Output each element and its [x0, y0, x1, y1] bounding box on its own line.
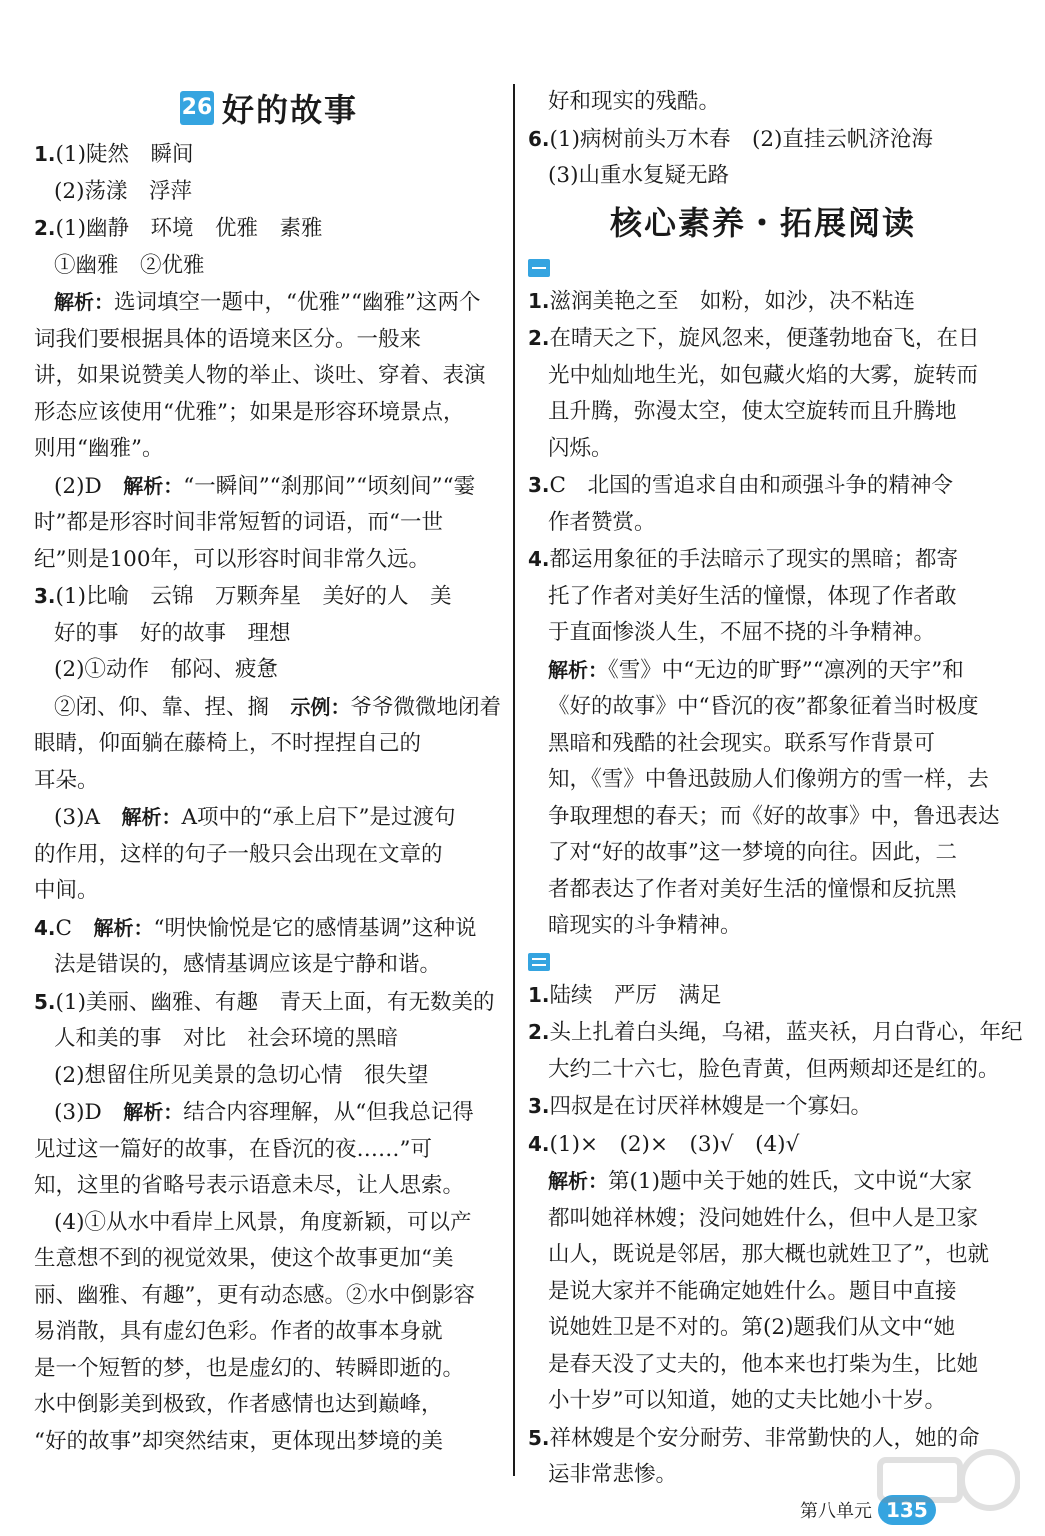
- answer-line: [34, 136, 504, 174]
- answer-text: ②闭、仰、靠、捏、搁: [54, 694, 291, 720]
- answer-line: [34, 542, 504, 579]
- answer-line: [528, 689, 998, 726]
- answer-number: 4.: [528, 1131, 550, 1156]
- answer-line: [528, 358, 998, 395]
- answer-text: A项中的“承上启下”是过渡句: [181, 805, 456, 830]
- unit-label: 第八单元: [800, 1501, 872, 1522]
- answer-text: 了对“好的故事”这一梦境的向往。因此，二: [548, 840, 957, 865]
- analysis-label: 解析：: [548, 657, 608, 682]
- answer-line: [528, 431, 998, 468]
- answer-text: 是一个短暂的梦，也是虚幻的、转瞬即逝的。: [34, 1355, 465, 1381]
- answer-number: 4.: [528, 547, 550, 571]
- answer-text: 者都表达了作者对美好生活的憧憬和反抗黑: [548, 876, 957, 902]
- part-two-lines: [528, 977, 1023, 1494]
- answer-text: (1)美丽、幽雅、有趣 青天上面，有无数美的: [55, 989, 495, 1015]
- right-column: [528, 84, 1023, 1494]
- answer-line: [34, 837, 504, 874]
- answer-text: 好的事 好的故事 理想: [54, 620, 291, 646]
- answer-line: [528, 1201, 998, 1238]
- answer-line: [528, 1126, 998, 1164]
- answer-line: [34, 322, 504, 359]
- answer-text: ①幽雅 ②优雅: [54, 252, 205, 278]
- answer-text: 作者赞赏。: [548, 509, 656, 535]
- answer-line: [528, 394, 998, 431]
- answer-line: [528, 283, 998, 321]
- answer-line: [528, 1310, 998, 1347]
- answer-text: 光中灿灿地生光，如包藏火焰的大雾，旋转而: [548, 362, 979, 388]
- answer-text: 《好的故事》中“昏沉的夜”都象征着当时极度: [548, 694, 979, 719]
- answer-line: [528, 121, 998, 159]
- answer-line: [34, 616, 504, 653]
- answer-number: 1.: [528, 982, 550, 1007]
- part-two-icon: [528, 953, 550, 971]
- answer-text: C: [55, 915, 94, 941]
- page-number-badge: 135: [878, 1495, 936, 1525]
- answer-text: 运非常悲惨。: [548, 1462, 678, 1487]
- answer-line: [528, 799, 998, 836]
- answer-text: 滋润美艳之至 如粉，如沙，决不粘连: [549, 288, 916, 314]
- answer-text: C 北国的雪追求自由和顽强斗争的精神令: [549, 473, 953, 498]
- answer-text: 丽、幽雅、有趣”，更有动态感。②水中倒影容: [34, 1282, 475, 1308]
- answer-number: 1.: [34, 142, 56, 166]
- answer-line: [34, 431, 504, 468]
- answer-text: 中间。: [34, 878, 99, 903]
- answer-text: 说她姓卫是不对的。第(2)题我们从文中“她: [548, 1315, 955, 1340]
- answer-text: (1)陡然 瞬间: [55, 142, 194, 167]
- answer-line: [34, 984, 504, 1022]
- answer-number: 3.: [528, 1094, 550, 1118]
- answer-text: 则用“幽雅”。: [34, 436, 164, 461]
- answer-text: (2)荡漾 浮萍: [54, 178, 192, 204]
- answer-text: 法是错误的，感情基调应该是宁静和谐。: [54, 952, 442, 977]
- answer-text: (3)A: [54, 805, 122, 830]
- answer-line: [34, 947, 504, 984]
- answer-line: [528, 1347, 998, 1384]
- answer-text: 结合内容理解，从“但我总记得: [183, 1100, 474, 1125]
- answer-text: (4)①从水中看岸上风景，角度新颖，可以产: [54, 1209, 472, 1235]
- answer-number: 2.: [34, 216, 56, 240]
- answer-text: 闪烁。: [548, 435, 613, 461]
- answer-line: [528, 615, 998, 652]
- answer-line: [34, 726, 504, 763]
- answer-number: 6.: [528, 126, 550, 151]
- answer-text: “明快愉悦是它的感情基调”这种说: [153, 915, 477, 941]
- watermark-logo-icon: [870, 1440, 1020, 1530]
- answer-line: [528, 467, 998, 505]
- answer-number: 2.: [528, 326, 550, 350]
- answer-text: (1)× (2)× (3)√ (4)√: [549, 1131, 800, 1157]
- right-continued-lines: [528, 84, 998, 195]
- answer-text: 水中倒影美到极致，作者感情也达到巅峰，: [34, 1392, 443, 1417]
- part-one-icon: [528, 259, 550, 277]
- answer-text: 知，这里的省略号表示语意未尽，让人思索。: [34, 1173, 465, 1198]
- answer-text: 头上扎着白头绳，乌裙，蓝夹袄，月白背心，年纪: [549, 1020, 1023, 1045]
- answer-line: [528, 908, 998, 945]
- answer-line: [34, 1314, 504, 1351]
- answer-number: 3.: [528, 473, 550, 497]
- answer-text: “一瞬间”“刹那间”“顷刻间”“霎: [183, 473, 476, 499]
- answer-line: [528, 158, 998, 195]
- analysis-label: 解析：: [123, 1100, 184, 1124]
- analysis-label: 解析：: [121, 805, 182, 829]
- answer-line: [34, 1132, 504, 1169]
- answer-text: 爷爷微微地闭着: [350, 694, 502, 720]
- answer-line: [34, 799, 504, 837]
- answer-line: [34, 873, 504, 910]
- answer-line: [34, 210, 504, 248]
- left-answer-lines: [34, 136, 504, 1460]
- answer-text: 知，《雪》中鲁迅鼓励人们像朔方的雪一样，去: [548, 767, 989, 792]
- answer-line: [528, 1014, 1023, 1052]
- answer-text: 在晴天之下，旋风忽来，便蓬勃地奋飞，在日: [549, 326, 980, 351]
- answer-text: 陆续 严厉 满足: [549, 982, 722, 1008]
- answer-text: 眼睛，仰面躺在藤椅上，不时捏捏自己的: [34, 731, 422, 756]
- answer-line: [34, 1241, 504, 1278]
- answer-line: [528, 1163, 998, 1201]
- answer-text: 都运用象征的手法暗示了现实的黑暗；都寄: [549, 547, 959, 572]
- left-column: [34, 84, 504, 1460]
- answer-text: (2)D: [54, 473, 124, 499]
- answer-text: 词我们要根据具体的语境来区分。一般来: [34, 326, 422, 352]
- section-title: 核心素养・拓展阅读: [609, 203, 916, 242]
- answer-text: 争取理想的春天；而《好的故事》中，鲁迅表达: [548, 803, 1000, 829]
- answer-line: [34, 1168, 504, 1205]
- answer-text: 祥林嫂是个安分耐劳、非常勤快的人，她的命: [549, 1425, 980, 1451]
- answer-text: (1)幽静 环境 优雅 素雅: [55, 216, 323, 241]
- answer-line: [34, 763, 504, 800]
- analysis-label: 解析：: [548, 1169, 608, 1193]
- answer-line: [528, 872, 998, 909]
- answer-text: “好的故事”却突然结束，更体现出梦境的美: [34, 1428, 443, 1454]
- answer-line: [34, 1424, 504, 1461]
- answer-text: 大约二十六七，脸色青黄，但两颊却还是红的。: [548, 1056, 1000, 1082]
- answer-line: [34, 1387, 504, 1424]
- answer-text: 选词填空一题中，“优雅”“幽雅”这两个: [114, 290, 481, 315]
- part-one-lines: [528, 283, 998, 945]
- answer-number: 5.: [528, 1425, 550, 1450]
- analysis-label: 示例：: [290, 694, 351, 719]
- answer-line: [34, 578, 504, 616]
- answer-number: 2.: [528, 1020, 550, 1044]
- answer-text: 暗现实的斗争精神。: [548, 913, 742, 938]
- answer-line: [34, 652, 504, 689]
- answer-text: 第(1)题中关于她的姓氏，文中说“大家: [608, 1169, 972, 1194]
- lesson-number-badge: 26: [180, 91, 214, 125]
- answer-text: 《雪》中“无边的旷野”“凛冽的天宇”和: [608, 657, 964, 683]
- answer-line: [528, 505, 998, 542]
- answer-line: [528, 579, 998, 616]
- answer-line: [34, 248, 504, 285]
- lesson-title: 好的故事: [221, 91, 358, 129]
- answer-text: 耳朵。: [34, 767, 99, 793]
- answer-text: 讲，如果说赞美人物的举止、谈吐、穿着、表演: [34, 363, 486, 388]
- answer-text: 山人，既说是邻居，那大概也就姓卫了”，也就: [548, 1242, 989, 1267]
- answer-line: [34, 505, 504, 542]
- answer-number: 4.: [34, 915, 56, 940]
- answer-text: 人和美的事 对比 社会环境的黑暗: [54, 1026, 399, 1051]
- answer-text: 四叔是在讨厌祥林嫂是一个寡妇。: [549, 1094, 873, 1119]
- answer-text: 都叫她祥林嫂；没问她姓什么，但中人是卫家: [548, 1205, 979, 1231]
- answer-line: [528, 977, 998, 1015]
- answer-line: [34, 284, 504, 322]
- answer-line: [528, 1088, 998, 1126]
- answer-text: (1)比喻 云锦 万颗奔星 美好的人 美: [55, 584, 452, 609]
- answer-line: [34, 689, 504, 727]
- answer-text: (1)病树前头万木春 (2)直挂云帆济沧海: [549, 126, 933, 152]
- answer-line: [34, 1021, 504, 1058]
- answer-line: [528, 762, 998, 799]
- answer-line: [34, 1058, 504, 1095]
- answer-line: [528, 835, 998, 872]
- answer-line: [528, 84, 998, 121]
- answer-line: [528, 726, 998, 763]
- answer-line: [528, 320, 998, 358]
- answer-text: 好和现实的残酷。: [548, 89, 721, 114]
- answer-line: [528, 1052, 998, 1089]
- answer-number: 5.: [34, 989, 56, 1014]
- answer-line: [34, 1205, 504, 1242]
- answer-text: (3)D: [54, 1100, 124, 1125]
- answer-line: [34, 910, 504, 948]
- answer-text: 且升腾，弥漫太空，使太空旋转而且升腾地: [548, 399, 957, 424]
- answer-text: 见过这一篇好的故事，在昏沉的夜……”可: [34, 1136, 432, 1162]
- answer-text: 形态应该使用“优雅”；如果是形容环境景点，: [34, 399, 465, 425]
- answer-text: (2)①动作 郁闷、疲惫: [54, 657, 278, 682]
- answer-text: 于直面惨淡人生，不屈不挠的斗争精神。: [548, 620, 936, 645]
- analysis-label: 解析：: [93, 915, 154, 940]
- analysis-label: 解析：: [123, 473, 184, 498]
- answer-line: [34, 1278, 504, 1315]
- answer-text: (3)山重水复疑无路: [548, 163, 729, 188]
- answer-text: 纪”则是100年，可以形容时间非常久远。: [34, 546, 431, 572]
- answer-number: 3.: [34, 584, 56, 608]
- answer-text: 小十岁”可以知道，她的丈夫比她小十岁。: [548, 1388, 946, 1413]
- answer-line: [34, 174, 504, 211]
- answer-line: [34, 468, 504, 506]
- answer-line: [528, 541, 998, 579]
- answer-line: [34, 358, 504, 395]
- answer-line: [528, 652, 998, 690]
- column-divider: [513, 84, 515, 1476]
- analysis-label: 解析：: [54, 290, 114, 314]
- answer-text: 生意想不到的视觉效果，使这个故事更加“美: [34, 1246, 454, 1271]
- answer-number: 1.: [528, 288, 550, 313]
- answer-line: [34, 1351, 504, 1388]
- answer-line: [528, 1383, 998, 1420]
- answer-text: 黑暗和残酷的社会现实。联系写作背景可: [548, 730, 936, 756]
- answer-text: 是说大家并不能确定她姓什么。题目中直接: [548, 1278, 957, 1304]
- answer-text: 的作用，这样的句子一般只会出现在文章的: [34, 841, 443, 867]
- answer-line: [528, 1274, 998, 1311]
- answer-line: [34, 1094, 504, 1132]
- lesson-title-row: [34, 84, 504, 132]
- answer-text: 托了作者对美好生活的憧憬，体现了作者敢: [548, 583, 957, 609]
- answer-line: [34, 395, 504, 432]
- answer-text: 是春天没了丈夫的，他本来也打柴为生，比她: [548, 1351, 979, 1377]
- answer-text: 时”都是形容时间非常短暂的词语，而“一世: [34, 510, 443, 535]
- answer-text: (2)想留住所见美景的急切心情 很失望: [54, 1062, 429, 1088]
- answer-line: [528, 1237, 998, 1274]
- answer-text: 易消散，具有虚幻色彩。作者的故事本身就: [34, 1319, 443, 1344]
